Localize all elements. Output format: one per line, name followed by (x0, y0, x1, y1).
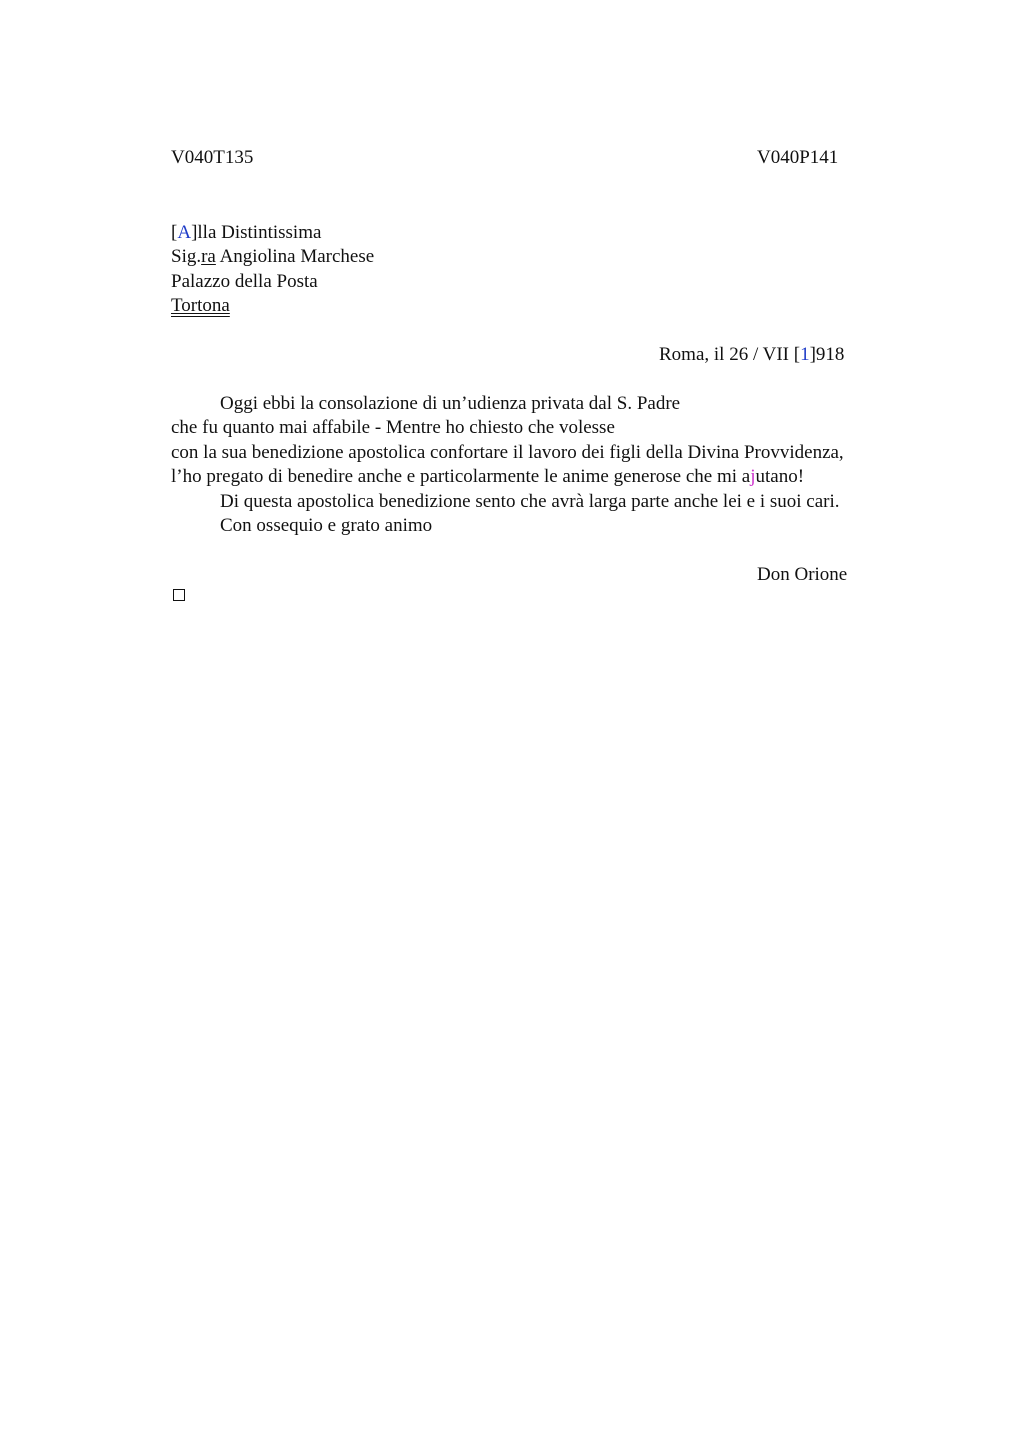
restored-letter: A (177, 222, 192, 243)
address-line-3: Palazzo della Posta (171, 271, 318, 292)
right-archive-code: V040P141 (757, 147, 839, 168)
address-city: Tortona (171, 295, 230, 316)
title-abbrev: ra (201, 246, 216, 267)
body-line-4-before: l’ho pregato di benedire anche e particolarmente le anime generose che mi a (171, 466, 751, 487)
body-line-4-after: utano! (755, 466, 805, 487)
marked-letter: j (750, 466, 756, 487)
address-line-2 (171, 245, 374, 269)
bracket-open: [ (171, 222, 178, 243)
address-line-1 (171, 221, 321, 245)
dateline-after: ]918 (809, 344, 845, 365)
empty-square-icon (173, 589, 185, 601)
body-line-3: con la sua benedizione apostolica confortare il lavoro dei figli della Divina Provvidenza, (171, 442, 844, 463)
bracket-close: ] (191, 222, 198, 243)
dateline-before: Roma, il 26 / VII [ (659, 344, 801, 365)
body-line-1: Oggi ebbi la consolazione di un’udienza privata dal S. Padre (220, 393, 681, 414)
left-archive-code: V040T135 (171, 147, 254, 168)
recipient-name: Angiolina Marchese (215, 246, 375, 267)
body-line-2: che fu quanto mai affabile - Mentre ho chiesto che volesse (171, 417, 615, 438)
body-line-4 (171, 465, 804, 489)
restored-digit: 1 (800, 344, 810, 365)
address-line-1-rest: lla Distintissima (197, 222, 322, 243)
signature: Don Orione (757, 564, 848, 585)
title-prefix: Sig. (171, 246, 202, 267)
body-paragraph-2: Di questa apostolica benedizione sento che avrà larga parte anche lei e i suoi cari. (220, 491, 840, 512)
dateline (659, 343, 844, 367)
closing-line: Con ossequio e grato animo (220, 515, 433, 536)
